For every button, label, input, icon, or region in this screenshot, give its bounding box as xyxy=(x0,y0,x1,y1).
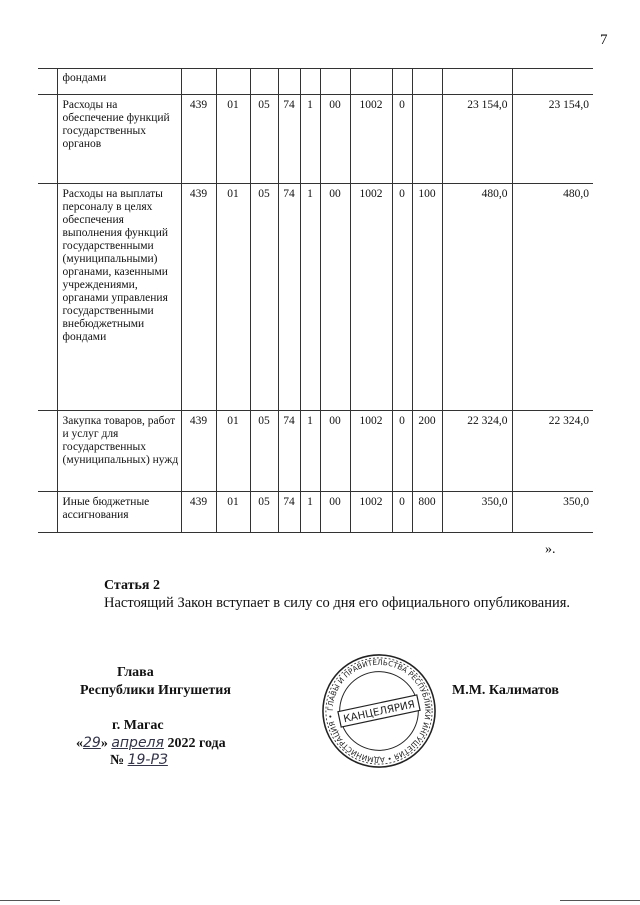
cell-program: 74 xyxy=(278,184,300,411)
cell-expense-type xyxy=(412,69,442,95)
cell-name: Закупка товаров, работ и услуг для государственных (муниципальных) нужд xyxy=(57,411,181,492)
scan-edge-mark xyxy=(0,900,60,901)
cell-item: 1002 xyxy=(350,184,392,411)
cell-group: 00 xyxy=(320,184,350,411)
cell-amount xyxy=(442,69,512,95)
cell-blank xyxy=(38,95,57,184)
cell-amount: 23 154,0 xyxy=(442,95,512,184)
budget-table-body xyxy=(38,69,593,533)
article-title: Статья 2 xyxy=(104,578,160,593)
cell-subprogram: 1 xyxy=(300,184,320,411)
cell-subsection xyxy=(250,69,278,95)
cell-group xyxy=(320,69,350,95)
cell-amount: 22 324,0 xyxy=(442,411,512,492)
signer-position-line2: Республики Ингушетия xyxy=(80,683,231,698)
cell-subsection: 05 xyxy=(250,411,278,492)
cell-blank xyxy=(38,184,57,411)
cell-program xyxy=(278,69,300,95)
date-month: апреля xyxy=(111,735,164,751)
cell-code: 439 xyxy=(181,95,216,184)
cell-subsection: 05 xyxy=(250,95,278,184)
cell-section: 01 xyxy=(216,95,250,184)
cell-name: Иные бюджетные ассигнования xyxy=(57,492,181,533)
scan-edge-mark xyxy=(560,900,640,901)
cell-code: 439 xyxy=(181,411,216,492)
cell-expense-type xyxy=(412,95,442,184)
enactment-place: г. Магас xyxy=(112,718,164,733)
cell-expense-type: 800 xyxy=(412,492,442,533)
cell-blank xyxy=(38,69,57,95)
cell-group: 00 xyxy=(320,95,350,184)
stamp-center-text: КАНЦЕЛЯРИЯ xyxy=(342,698,416,726)
cell-blank xyxy=(38,411,57,492)
enactment-date xyxy=(76,735,226,752)
cell-sub: 0 xyxy=(392,492,412,533)
cell-program: 74 xyxy=(278,492,300,533)
date-day: 29 xyxy=(83,735,101,751)
cell-subprogram: 1 xyxy=(300,95,320,184)
table-row xyxy=(38,184,593,411)
cell-sub: 0 xyxy=(392,411,412,492)
budget-table xyxy=(38,68,593,533)
cell-amount: 350,0 xyxy=(442,492,512,533)
cell-item xyxy=(350,69,392,95)
date-quote-close: » xyxy=(100,736,108,751)
table-row xyxy=(38,411,593,492)
cell-section: 01 xyxy=(216,492,250,533)
cell-blank xyxy=(38,492,57,533)
cell-item: 1002 xyxy=(350,95,392,184)
closing-quote: ». xyxy=(545,542,556,557)
official-stamp xyxy=(320,652,438,770)
table-row xyxy=(38,492,593,533)
date-year: 2022 года xyxy=(167,736,226,751)
date-quote-open: « xyxy=(76,736,83,751)
cell-total: 480,0 xyxy=(512,184,593,411)
article-text: Настоящий Закон вступает в силу со дня его официального опубликования. xyxy=(104,595,571,611)
cell-name: фондами xyxy=(57,69,181,95)
cell-name: Расходы на обеспечение функций государственных органов xyxy=(57,95,181,184)
cell-group: 00 xyxy=(320,492,350,533)
cell-code: 439 xyxy=(181,184,216,411)
cell-subprogram: 1 xyxy=(300,411,320,492)
cell-total xyxy=(512,69,593,95)
stamp-ring-text: ГЛАВЫ И ПРАВИТЕЛЬСТВА РЕСПУБЛИКИ ИНГУШЕТИЯ • АДМИНИСТРАЦИЯ • xyxy=(325,657,433,765)
cell-total: 23 154,0 xyxy=(512,95,593,184)
number-label: № xyxy=(110,753,125,768)
cell-section: 01 xyxy=(216,184,250,411)
cell-amount: 480,0 xyxy=(442,184,512,411)
cell-sub: 0 xyxy=(392,95,412,184)
cell-total: 22 324,0 xyxy=(512,411,593,492)
cell-sub: 0 xyxy=(392,184,412,411)
cell-section: 01 xyxy=(216,411,250,492)
signer-position-line1: Глава xyxy=(117,665,154,680)
cell-expense-type: 200 xyxy=(412,411,442,492)
cell-sub xyxy=(392,69,412,95)
cell-code: 439 xyxy=(181,492,216,533)
cell-program: 74 xyxy=(278,95,300,184)
number-value: 19-РЗ xyxy=(127,752,168,768)
cell-subprogram: 1 xyxy=(300,492,320,533)
cell-item: 1002 xyxy=(350,411,392,492)
cell-subprogram xyxy=(300,69,320,95)
cell-group: 00 xyxy=(320,411,350,492)
cell-expense-type: 100 xyxy=(412,184,442,411)
cell-total: 350,0 xyxy=(512,492,593,533)
cell-item: 1002 xyxy=(350,492,392,533)
cell-name: Расходы на выплаты персоналу в целях обеспечения выполнения функций государственными (муниципальными) органами, казенными учреждениями, органами управления государственными внебюджетными фондами xyxy=(57,184,181,411)
table-row xyxy=(38,69,593,95)
table-row xyxy=(38,95,593,184)
law-number xyxy=(110,752,168,769)
cell-subsection: 05 xyxy=(250,184,278,411)
cell-program: 74 xyxy=(278,411,300,492)
cell-section xyxy=(216,69,250,95)
signer-name: М.М. Калиматов xyxy=(452,683,559,698)
cell-code xyxy=(181,69,216,95)
cell-subsection: 05 xyxy=(250,492,278,533)
page-number: 7 xyxy=(600,32,608,48)
